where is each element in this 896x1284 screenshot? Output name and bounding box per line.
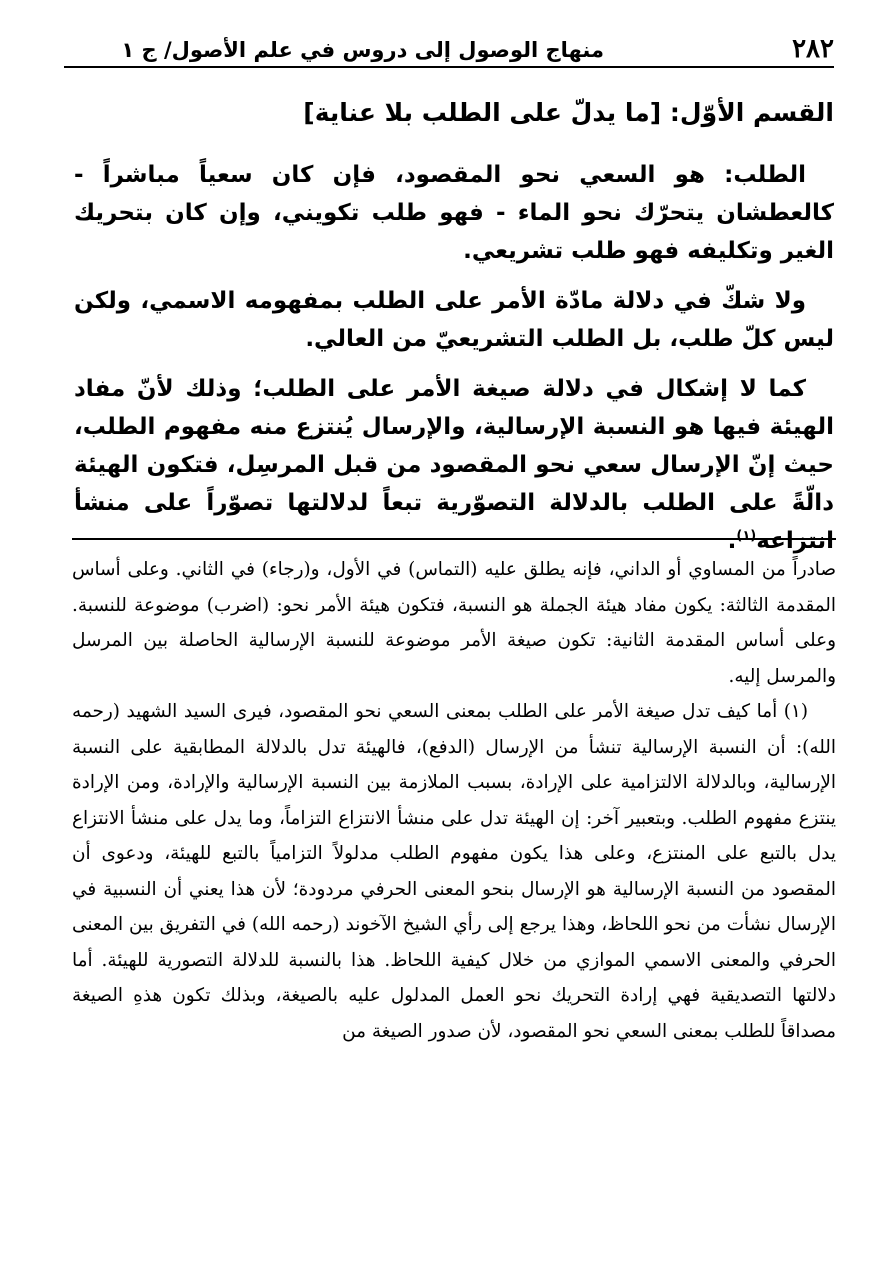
page-number: ٢٨٢ [792,34,834,64]
footnotes [72,552,836,1049]
section-heading: القسم الأوّل: [ما يدلّ على الطلب بلا عناية] [303,98,834,127]
paragraph-definition: الطلب: هو السعي نحو المقصود، فإن كان سعياً مباشراً - كالعطشان يتحرّك نحو الماء - فهو طلب تكويني، وإن كان بتحريك الغير وتكليفه فهو طلب تشريعي. [74,162,834,264]
footnote-marker[interactable]: (١) [736,528,757,544]
header-rule [64,66,834,68]
footnote-continuation: صادراً من المساوي أو الداني، فإنه يطلق عليه (التماس) في الأول، و(رجاء) في الثاني. وعلى أساس المقدمة الثالثة: يكون مفاد هيئة الجملة هو النسبة، فتكون هيئة الأمر نحو: (اضرب) موضوعة للنسبة. وعلى أساس المقدمة الثانية: تكون صيغة الأمر موضوعة للنسبة الإرسالية الحاصلة بين المرسل والمرسل إليه. [72,559,836,687]
main-text [74,92,834,560]
paragraph-form-text: كما لا إشكال في دلالة صيغة الأمر على الطلب؛ وذلك لأنّ مفاد الهيئة فيها هو النسبة الإرسالية، والإرسال يُنتزع منه مفهوم الطلب، حيث إنّ الإرسال سعي نحو المقصود من قبل المرسِل، فتكون الهيئة دالّةً على الطلب بالدلالة التصوّرية تبعاً لدلالتها تصوّراً على منشأ انتزاعه [74,376,834,554]
footnote-divider [72,538,836,540]
page-header [64,28,834,68]
footnote-1: (١) أما كيف تدل صيغة الأمر على الطلب بمعنى السعي نحو المقصود، فيرى السيد الشهيد (رحمه الله): أن النسبة الإرسالية تنشأ من الإرسال (الدفع)، فالهيئة تدل بالدلالة المطابقية على النسبة الإرسالية، وبالدلالة الالتزامية على الإرادة، بسبب الملازمة بين النسبة الإرسالية والإرادة، ومن الإرادة ينتزع مفهوم الطلب. وبتعبير آخر: إن الهيئة تدل على منشأ الانتزاع التزاماً، وما يدل على منشأ الانتزاع يدل بالتبع على المنتزع، وعلى هذا يكون مفهوم الطلب مدلولاً التزامياً بالتبع للهيئة، ودعوى أن المقصود من النسبة الإرسالية هو الإرسال بنحو المعنى الحرفي مردودة؛ لأن هذا يعني أن النسبية في الإرسال نشأت من نحو اللحاظ، وهذا يرجع إلى رأي الشيخ الآخوند (رحمه الله) في التفريق بين المعنى الحرفي والمعنى الاسمي الموازي من خلال كيفية اللحاظ. هذا بالنسبة للدلالة التصورية للهيئة. أما دلالتها التصديقية فهي إرادة التحريك نحو العمل المدلول عليه بالصيغة، وبذلك تكون هذهِ الصيغة مصداقاً للطلب بمعنى السعي نحو المقصود، لأن صدور الصيغة من [72,701,836,1042]
paragraph-material: ولا شكّ في دلالة مادّة الأمر على الطلب بمفهومه الاسمي، ولكن ليس كلّ طلب، بل الطلب التشريعيّ من العالي. [74,288,834,352]
paragraph-form-end: . [727,528,737,554]
paragraph-form [74,370,834,560]
running-title: منهاج الوصول إلى دروس في علم الأصول/ ج ١ [121,38,604,62]
